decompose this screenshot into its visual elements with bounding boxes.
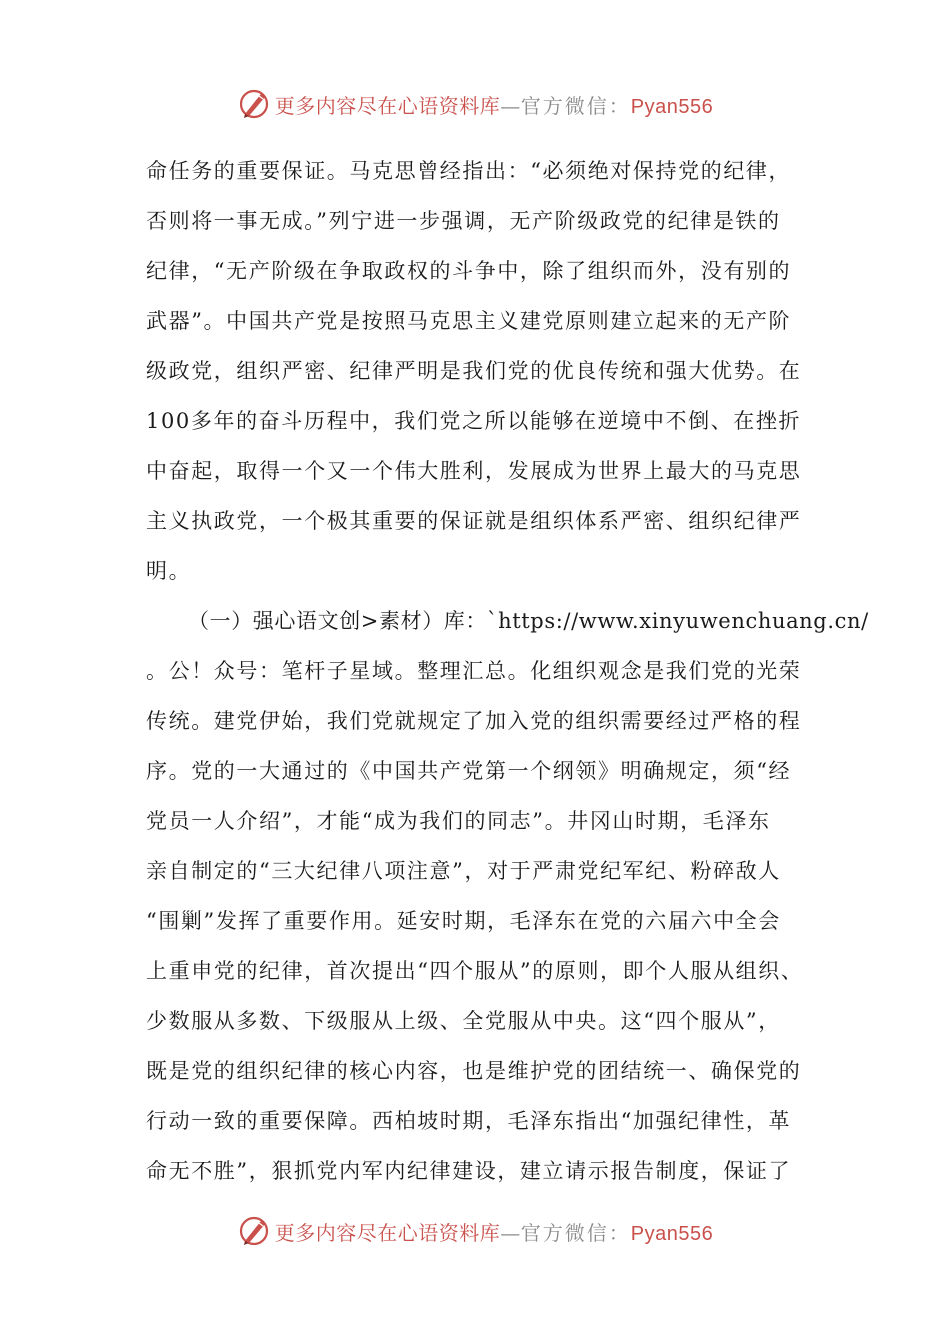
body-line: 序。党的一大通过的《中国共产党第一个纲领》明确规定，须“经 <box>146 759 792 783</box>
body-line: 100多年的奋斗历程中，我们党之所以能够在逆境中不倒、在挫折 <box>146 409 802 433</box>
body-line: 亲自制定的“三大纪律八项注意”，对于严肃党纪军纪、粉碎敌人 <box>146 859 781 883</box>
body-line: 。公！众号：笔杆子星域。整理汇总。化组织观念是我们党的光荣 <box>146 659 802 683</box>
body-line: 武器”。中国共产党是按照马克思主义建党原则建立起来的无产阶 <box>146 309 792 333</box>
watermark-wechat-id: Pyan556 <box>630 1222 714 1245</box>
section-heading-line: （一）强心语文创>素材）库：`https://www.xinyuwenchuang.cn/ <box>188 609 869 633</box>
body-line: 传统。建党伊始，我们党就规定了加入党的组织需要经过严格的程 <box>146 709 802 733</box>
watermark-brand: 更多内容尽在心语资料库 <box>274 1220 501 1245</box>
watermark-text <box>275 90 713 119</box>
pen-logo-icon <box>237 1214 271 1248</box>
pen-logo-icon <box>237 87 271 121</box>
watermark-wechat-label: 官方微信： <box>520 93 631 118</box>
footer-watermark <box>0 1211 950 1251</box>
body-line: 中奋起，取得一个又一个伟大胜利，发展成为世界上最大的马克思 <box>146 459 802 483</box>
body-line: 命无不胜”，狠抓党内军内纪律建设，建立请示报告制度，保证了 <box>146 1159 792 1183</box>
watermark-text <box>275 1217 713 1246</box>
body-line: 行动一致的重要保障。西柏坡时期，毛泽东指出“加强纪律性，革 <box>146 1109 792 1133</box>
document-body <box>146 146 869 1196</box>
body-line: 主义执政党，一个极其重要的保证就是组织体系严密、组织纪律严 <box>146 509 802 533</box>
body-line: 命任务的重要保证。马克思曾经指出：“必须绝对保持党的纪律， <box>146 159 792 183</box>
watermark-wechat-label: 官方微信： <box>520 1220 631 1245</box>
body-line: “围剿”发挥了重要作用。延安时期，毛泽东在党的六届六中全会 <box>146 909 781 933</box>
watermark-dash: — <box>500 93 521 118</box>
body-line: 级政党，组织严密、纪律严明是我们党的优良传统和强大优势。在 <box>146 359 802 383</box>
body-line: 纪律，“无产阶级在争取政权的斗争中，除了组织而外，没有别的 <box>146 259 792 283</box>
body-line: 少数服从多数、下级服从上级、全党服从中央。这“四个服从”， <box>146 1009 781 1033</box>
watermark-brand: 更多内容尽在心语资料库 <box>274 93 501 118</box>
watermark-wechat-id: Pyan556 <box>630 95 714 118</box>
body-line: 党员一人介绍”，才能“成为我们的同志”。井冈山时期，毛泽东 <box>146 809 771 833</box>
watermark-dash: — <box>500 1220 521 1245</box>
body-line: 明。 <box>146 559 192 583</box>
body-line: 上重申党的纪律，首次提出“四个服从”的原则，即个人服从组织、 <box>146 959 804 983</box>
body-line: 否则将一事无成。”列宁进一步强调，无产阶级政党的纪律是铁的 <box>146 209 781 233</box>
header-watermark <box>0 84 950 124</box>
body-line: 既是党的组织纪律的核心内容，也是维护党的团结统一、确保党的 <box>146 1059 802 1083</box>
